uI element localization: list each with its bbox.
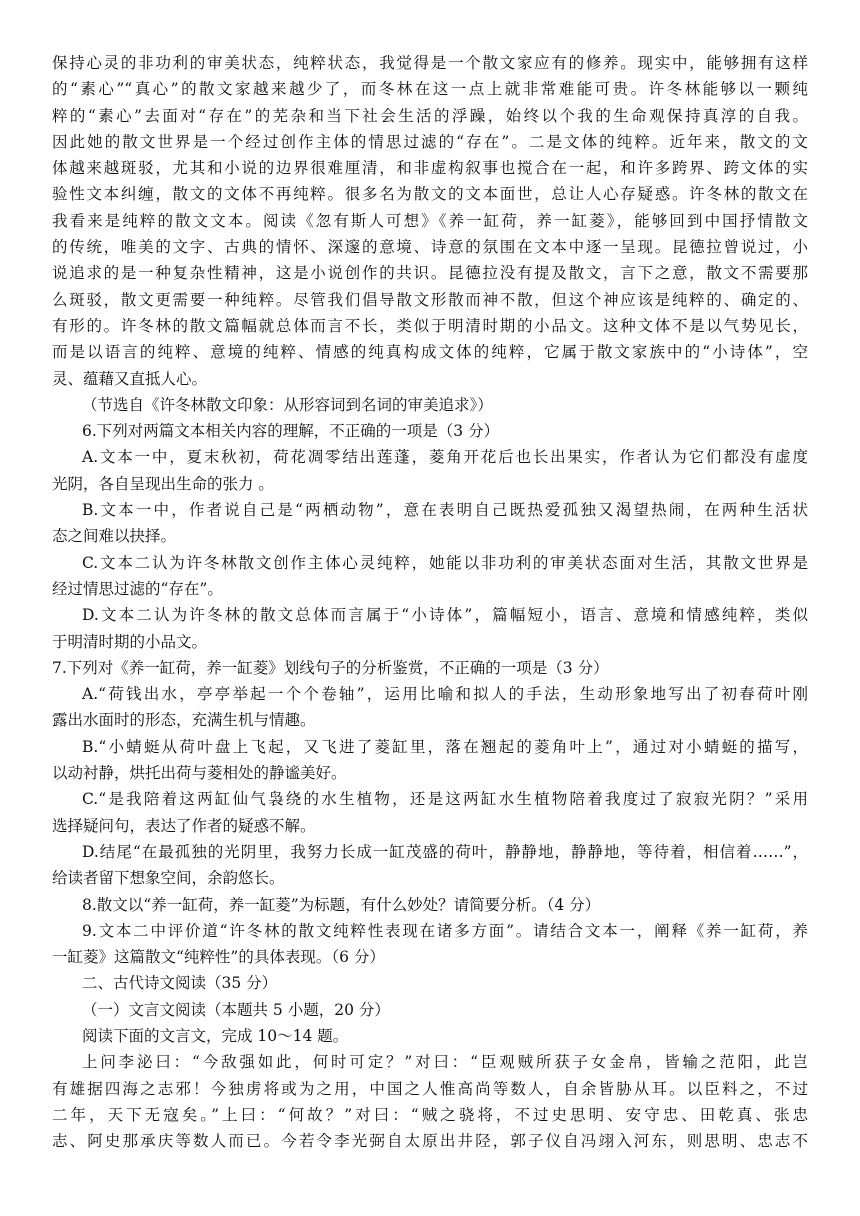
text-line: 因此她的散文世界是一个经过创作主体的情思过滤的“存在”。二是文体的纯粹。近年来，散文的文 bbox=[52, 132, 808, 151]
text-line: 么斑驳，散文更需要一种纯粹。尽管我们倡导散文形散而神不散，但这个神应该是纯粹的、确定的、 bbox=[52, 290, 808, 309]
text-line: 9.文本二中评价道“许冬林的散文纯粹性表现在诸多方面”。请结合文本一，阐释《养一缸荷，养 bbox=[82, 921, 808, 940]
text-line: 以动衬静，烘托出荷与菱相处的静谧美好。 bbox=[52, 764, 347, 783]
text-line: A.文本一中，夏末秋初，荷花凋零结出莲蓬，菱角开花后也长出果实，作者认为它们都没有虚度 bbox=[82, 448, 808, 467]
text-line: 光阴，各自呈现出生命的张力 。 bbox=[52, 474, 274, 493]
text-line: 体越来越斑驳，尤其和小说的边界很难厘清，和非虚构叙事也搅合在一起，和许多跨界、跨文体的实 bbox=[52, 159, 808, 178]
text-line: 给读者留下想象空间，余韵悠长。 bbox=[52, 869, 285, 888]
text-line: 的“素心”“真心”的散文家越来越少了，而冬林在这一点上就非常难能可贵。许冬林能够以一颗纯 bbox=[52, 80, 808, 99]
text-line: B.“小蜻蜓从荷叶盘上飞起，又飞进了菱缸里，落在翘起的菱角叶上”，通过对小蜻蜓的描写， bbox=[82, 737, 808, 756]
text-line: 的传统，唯美的文字、古典的情怀、深邃的意境、诗意的氛围在文本中逐一呈现。昆德拉曾说过，小 bbox=[52, 238, 808, 257]
text-line: 上问李泌曰：“今敌强如此，何时可定？”对曰：“臣观贼所获子女金帛，皆输之范阳，此岂 bbox=[82, 1053, 808, 1072]
text-line: C.文本二认为许冬林散文创作主体心灵纯粹，她能以非功利的审美状态面对生活，其散文世界是 bbox=[82, 553, 808, 572]
text-line: 7.下列对《养一缸荷，养一缸菱》划线句子的分析鉴赏，不正确的一项是（3 分） bbox=[52, 658, 609, 677]
text-line: 我看来是纯粹的散文文本。阅读《忽有斯人可想》《养一缸荷，养一缸菱》，能够回到中国抒情散文 bbox=[52, 211, 808, 230]
text-line: 灵、蕴藉又直抵人心。 bbox=[52, 369, 208, 388]
text-line: C.“是我陪着这两缸仙气袅绕的水生植物，还是这两缸水生植物陪着我度过了寂寂光阴？”采用 bbox=[82, 790, 808, 809]
text-line: 志、阿史那承庆等数人而已。今若令李光弼自太原出井陉，郭子仪自冯翊入河东，则思明、忠志不 bbox=[52, 1132, 808, 1151]
text-line: 6.下列对两篇文本相关内容的理解，不正确的一项是（3 分） bbox=[82, 422, 500, 441]
text-line: 验性文本纠缠，散文的文体不再纯粹。很多名为散文的文本面世，总让人心存疑惑。许冬林的散文在 bbox=[52, 185, 808, 204]
text-line: A.“荷钱出水，亭亭举起一个个卷轴”，运用比喻和拟人的手法，生动形象地写出了初春荷叶刚 bbox=[82, 685, 808, 704]
text-line: 态之间难以抉择。 bbox=[52, 527, 177, 546]
text-line: （节选自《许冬林散文印象：从形容词到名词的审美追求》） bbox=[82, 395, 493, 414]
text-line: 保持心灵的非功利的审美状态，纯粹状态，我觉得是一个散文家应有的修养。现实中，能够拥有这样 bbox=[52, 54, 808, 72]
text-line: 阅读下面的文言文，完成 10～14 题。 bbox=[82, 1026, 349, 1045]
text-line: 二、古代诗文阅读（35 分） bbox=[82, 974, 278, 993]
text-line: 二年，天下无寇矣。”上曰：“何故？”对曰：“贼之骁将，不过史思明、安守忠、田乾真、张忠 bbox=[52, 1105, 808, 1124]
text-line: （一）文言文阅读（本题共 5 小题，20 分） bbox=[82, 1000, 390, 1019]
text-line: 经过情思过滤的“存在”。 bbox=[52, 579, 223, 598]
text-line: 选择疑问句，表达了作者的疑惑不解。 bbox=[52, 816, 316, 835]
text-line: 说追求的是一种复杂性精神，这是小说创作的共识。昆德拉没有提及散文，言下之意，散文不需要那 bbox=[52, 264, 808, 283]
text-line: 而是以语言的纯粹、意境的纯粹、情感的纯真构成文体的纯粹，它属于散文家族中的“小诗体”，空 bbox=[52, 343, 808, 362]
text-line: 于明清时期的小品文。 bbox=[52, 632, 208, 651]
text-line: B.文本一中，作者说自己是“两栖动物”，意在表明自己既热爱孤独又渴望热闹，在两种生活状 bbox=[82, 501, 808, 520]
text-line: D.结尾“在最孤独的光阴里，我努力长成一缸茂盛的荷叶，静静地，静静地，等待着，相信着……”， bbox=[82, 842, 808, 861]
text-line: 粹的“素心”去面对“存在”的芜杂和当下社会生活的浮躁，始终以个我的生命观保持真淳的自我。 bbox=[52, 106, 808, 125]
text-line: 8.散文以“养一缸荷，养一缸菱”为标题，有什么妙处？请简要分析。（4 分） bbox=[82, 895, 601, 914]
document-page bbox=[52, 50, 808, 1154]
text-line: 露出水面时的形态，充满生机与情趣。 bbox=[52, 711, 316, 730]
text-line: D.文本二认为许冬林的散文总体而言属于“小诗体”，篇幅短小，语言、意境和情感纯粹，类似 bbox=[82, 606, 808, 625]
text-line: 一缸菱》这篇散文“纯粹性”的具体表现。（6 分） bbox=[52, 948, 385, 967]
text-line: 有雄据四海之志邪！今独虏将或为之用，中国之人惟高尚等数人，自余皆胁从耳。以臣料之，不过 bbox=[52, 1079, 808, 1098]
text-line: 有形的。许冬林的散文篇幅就总体而言不长，类似于明清时期的小品文。这种文体不是以气势见长， bbox=[52, 316, 808, 335]
